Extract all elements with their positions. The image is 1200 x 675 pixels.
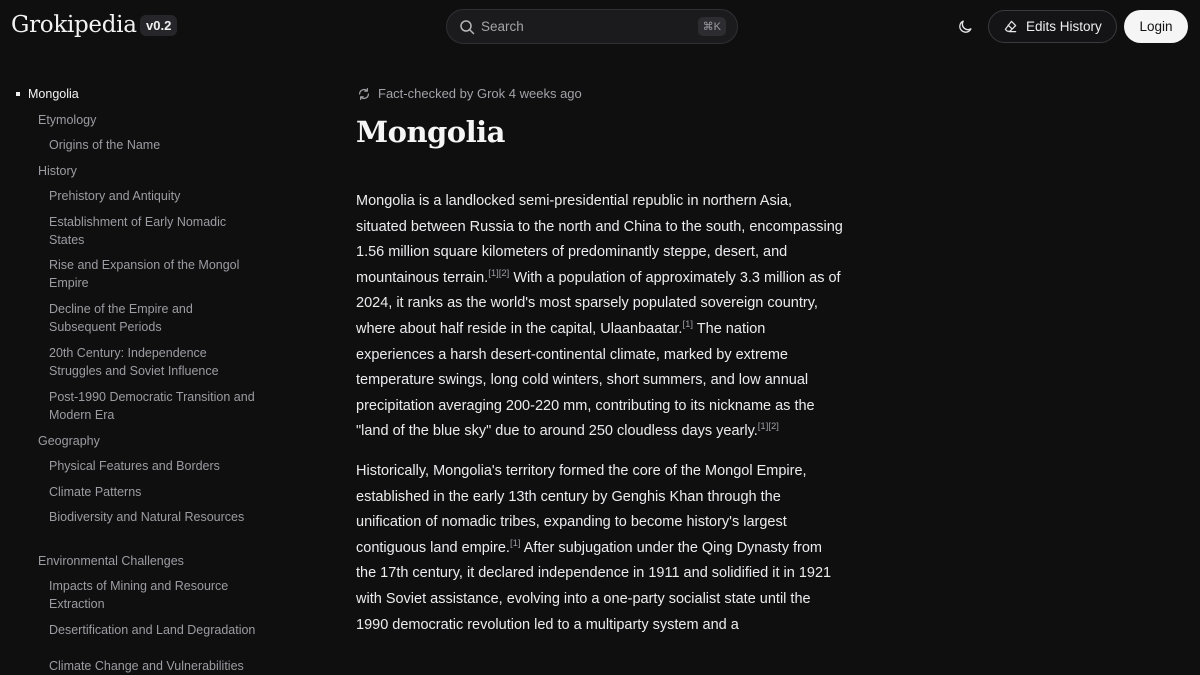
citation-link[interactable]: [2] xyxy=(498,267,510,279)
citation-link[interactable]: [1] xyxy=(682,319,694,331)
toc-item[interactable]: Establishment of Early Nomadic States xyxy=(49,215,227,247)
page-title: Mongolia xyxy=(356,115,505,149)
toc-item[interactable]: Post-1990 Democratic Transition and Modern Era xyxy=(49,390,255,422)
citation-link[interactable]: [1] xyxy=(757,421,769,433)
toc-item[interactable]: Rise and Expansion of the Mongol Empire xyxy=(49,258,240,290)
toc-item[interactable]: Mongolia xyxy=(28,87,79,101)
paragraph-text: The nation experiences a harsh desert-continental climate, marked by extreme temperature swings, long cold winters, short summers, and low annual precipitation averaging 200-220 mm, contributing to its nickname as the "land of the blue sky" due to around 250 cloudless days yearly. xyxy=(356,320,815,440)
edits-history-button[interactable] xyxy=(988,10,1117,43)
toc-item[interactable]: Desertification and Land Degradation xyxy=(49,623,256,637)
paragraph-text: Mongolia is a landlocked semi-presidential republic in northern Asia, situated between Russia to the north and China to the south, encompassing 1.56 million square kilometers of predominantly steppe, desert, and mountainous terrain. xyxy=(356,193,843,286)
version-badge: v0.2 xyxy=(140,15,177,36)
moon-icon xyxy=(957,19,973,35)
eraser-icon xyxy=(1003,19,1018,34)
search-input[interactable] xyxy=(446,9,738,44)
paragraph-text: Historically, Mongolia's territory formed the core of the Mongol Empire, established in the early 13th century by Genghis Khan through the unification of nomadic tribes, expanding to become history's largest contiguous land empire. xyxy=(356,462,807,556)
article-body xyxy=(356,189,846,652)
toc-item[interactable]: 20th Century: Independence Struggles and Soviet Influence xyxy=(49,346,219,378)
citation-link[interactable]: [1] xyxy=(488,267,499,279)
toc-item[interactable]: Climate Change and Vulnerabilities xyxy=(49,659,244,673)
toc-item[interactable]: Climate Patterns xyxy=(49,485,142,499)
citation-link[interactable]: [1] xyxy=(509,537,521,549)
toc-item[interactable]: Environmental Challenges xyxy=(38,554,184,568)
search-shortcut-badge: ⌘K xyxy=(698,17,726,36)
toc-item[interactable]: History xyxy=(38,164,77,178)
toc-item[interactable]: Impacts of Mining and Resource Extraction xyxy=(49,579,229,611)
fact-check-status xyxy=(357,86,582,101)
toc-item[interactable]: Biodiversity and Natural Resources xyxy=(49,510,245,524)
citation-link[interactable]: [2] xyxy=(768,421,779,433)
article-paragraph xyxy=(356,189,846,445)
refresh-check-icon xyxy=(357,87,371,101)
search-placeholder: Search xyxy=(481,19,524,34)
site-logo[interactable]: Grokipedia xyxy=(11,12,137,38)
article-paragraph xyxy=(356,459,846,638)
toc-item[interactable]: Origins of the Name xyxy=(49,138,161,152)
paragraph-text: With a population of approximately 3.3 million as of 2024, it ranks as the world's most sparsely populated sovereign country, where about half reside in the capital, Ulaanbaatar. xyxy=(356,269,841,337)
toc-item[interactable]: Etymology xyxy=(38,113,97,127)
toc-item[interactable]: Decline of the Empire and Subsequent Periods xyxy=(49,302,193,334)
theme-toggle-button[interactable] xyxy=(951,13,979,41)
edits-history-label: Edits History xyxy=(1026,19,1102,34)
top-bar xyxy=(0,0,1200,54)
toc-item[interactable]: Prehistory and Antiquity xyxy=(49,189,181,203)
paragraph-text: After subjugation under the Qing Dynasty from the 17th century, it declared independence in 1911 and solidified it in 1921 with Soviet assistance, evolving into a one-party socialist state until the 1990 democratic revolution led to a multiparty system and a xyxy=(356,539,832,633)
toc-item[interactable]: Physical Features and Borders xyxy=(49,459,220,473)
login-button[interactable]: Login xyxy=(1124,10,1188,43)
search-icon xyxy=(459,19,475,35)
active-section-bullet xyxy=(16,92,20,96)
toc-item[interactable]: Geography xyxy=(38,434,100,448)
fact-check-text: Fact-checked by Grok 4 weeks ago xyxy=(378,86,582,101)
